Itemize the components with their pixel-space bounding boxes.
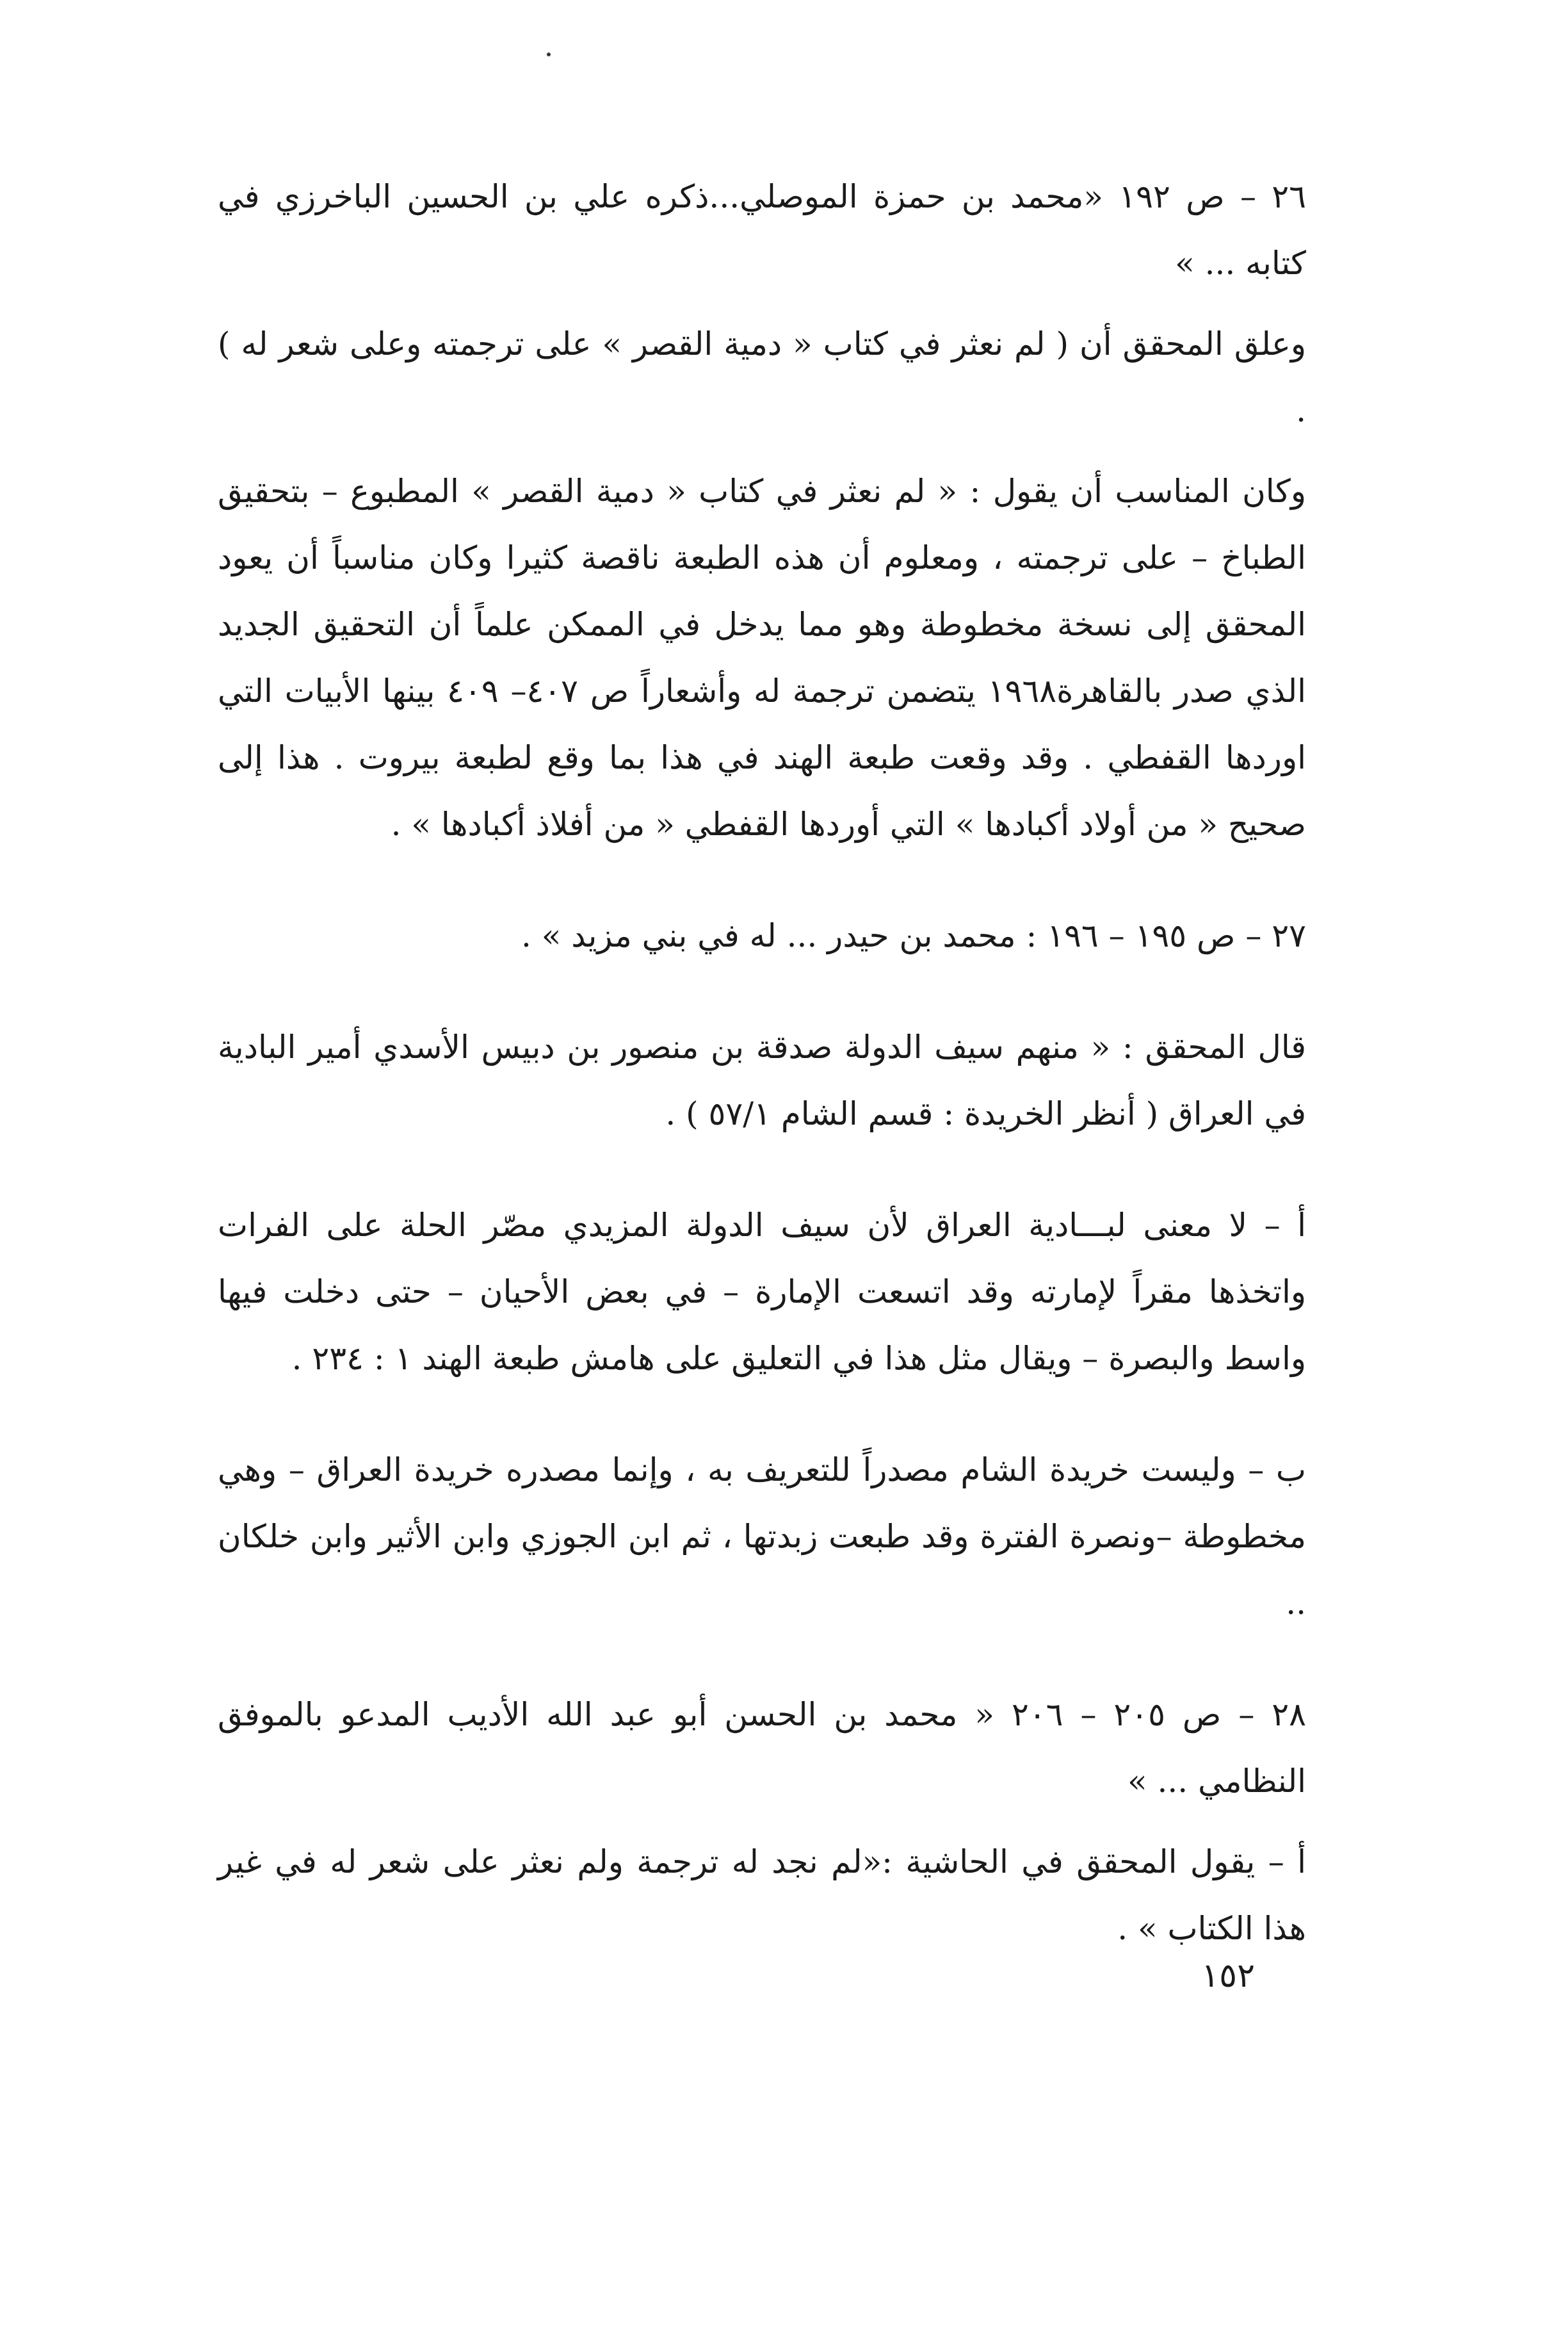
paragraph-item-26: ٢٦ – ص ١٩٢ «محمد بن حمزة الموصلي...ذكره علي بن الحسين الباخرزي في كتابه ... » (218, 178, 1306, 282)
paragraph-point-a: أ – لا معنى لبـــادية العراق لأن سيف الدولة المزيدي مصّر الحلة على الفرات واتخذها مقراً لإمارته وقد اتسعت الإمارة – في بعض الأحيان – حتى دخلت فيها واسط والبصرة – ويقال مثل هذا في التعليق على هامش طبعة الهند ١ : ٢٣٤ . (218, 1207, 1306, 1377)
paragraph-item-28: ٢٨ – ص ٢٠٥ – ٢٠٦ « محمد بن الحسن أبو عبد الله الأديب المدعو بالموفق النظامي ... » (218, 1696, 1306, 1800)
paragraph-point-b: ب – وليست خريدة الشام مصدراً للتعريف به ، وإنما مصدره خريدة العراق – وهي مخطوطة –ونصرة الفترة وقد طبعت زبدتها ، ثم ابن الجوزي وابن الأثير وابن خلكان .. (218, 1451, 1306, 1622)
paragraph-editor-quote: قال المحقق : « منهم سيف الدولة صدقة بن منصور بن دبيس الأسدي أمير البادية في العراق ( أنظر الخريدة : قسم الشام ٥٧/١ ) . (218, 1029, 1306, 1132)
top-dot-mark (547, 53, 551, 56)
page-number: ١٥٢ (1201, 1957, 1255, 1995)
page-body (218, 163, 1306, 1976)
paragraph-correction: وكان المناسب أن يقول : « لم نعثر في كتاب « دمية القصر » المطبوع – بتحقيق الطباخ – على ترجمته ، ومعلوم أن هذه الطبعة ناقصة كثيرا وكان مناسباً أن يعود المحقق إلى نسخة مخطوطة وهو مما يدخل في الممكن علماً أن التحقيق الجديد الذي صدر بالقاهرة١٩٦٨ يتضمن ترجمة له وأشعاراً ص ٤٠٧– ٤٠٩ بينها الأبيات التي اوردها القفطي . وقد وقعت طبعة الهند في هذا بما وقع لطبعة بيروت . هذا إلى صحيح « من أولاد أكبادها » التي أوردها القفطي « من أفلاذ أكبادها » . (218, 473, 1306, 843)
paragraph-item-27: ٢٧ – ص ١٩٥ – ١٩٦ : محمد بن حيدر ... له في بني مزيد » . (521, 917, 1306, 954)
paragraph-editor-note: وعلق المحقق أن ( لم نعثر في كتاب « دمية القصر » على ترجمته وعلى شعر له ) . (218, 325, 1306, 429)
paragraph-point-a-2: أ – يقول المحقق في الحاشية :«لم نجد له ترجمة ولم نعثر على شعر له في غير هذا الكتاب » . (218, 1843, 1306, 1947)
